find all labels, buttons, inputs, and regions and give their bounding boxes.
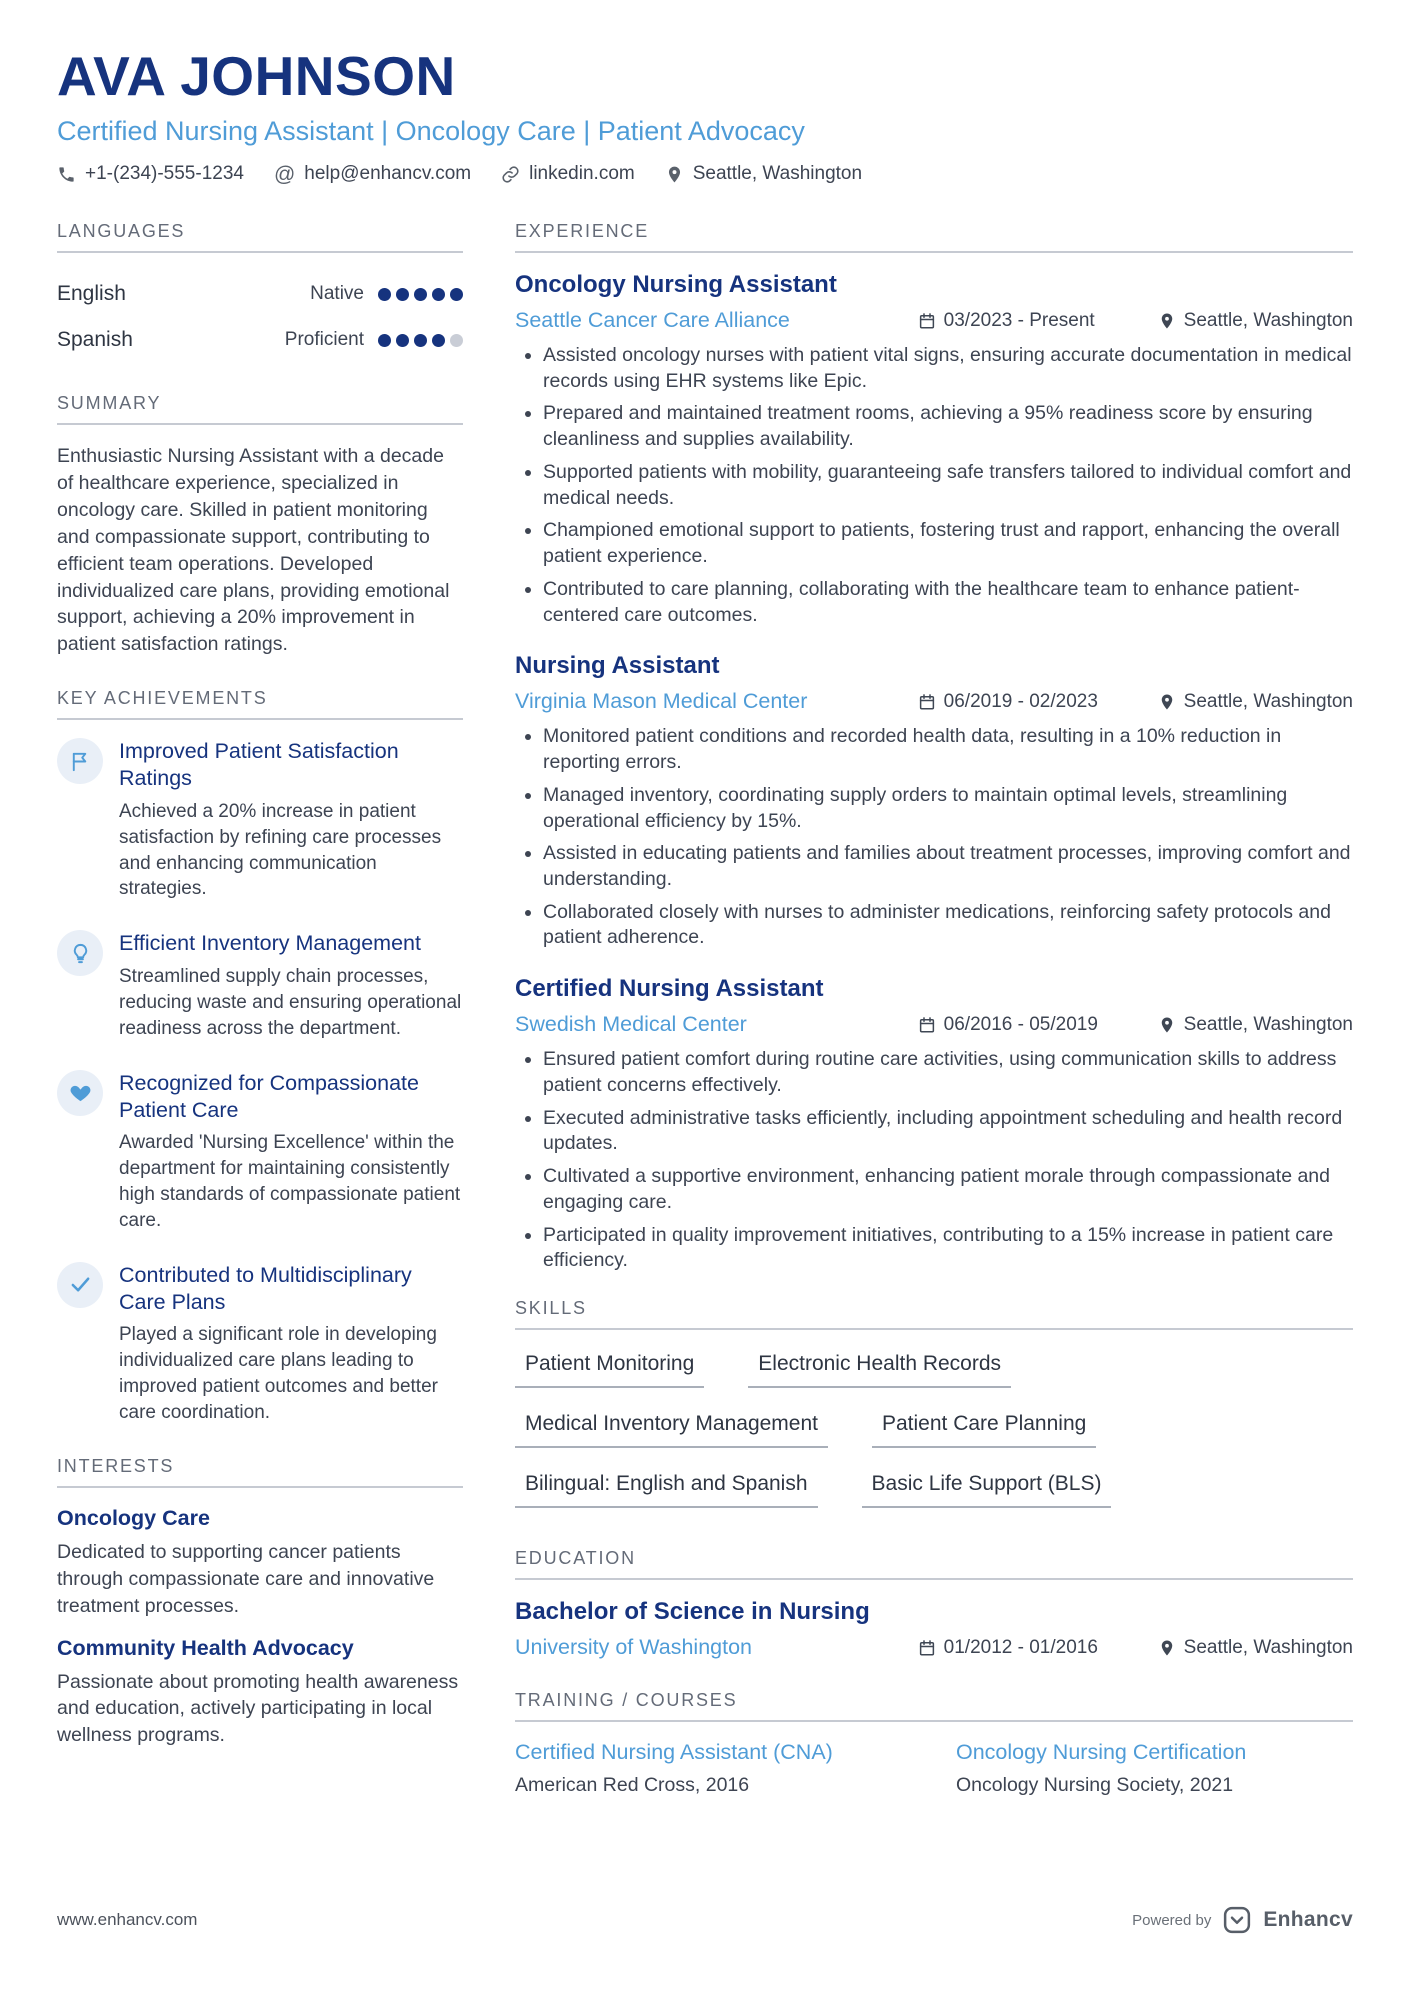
name: AVA JOHNSON — [57, 45, 456, 107]
language-name: Spanish — [57, 328, 133, 351]
languages-heading: LANGUAGES — [57, 221, 463, 253]
achievement-item — [57, 930, 463, 1041]
summary-heading: SUMMARY — [57, 393, 463, 425]
email-address[interactable]: help@enhancv.com — [304, 163, 472, 184]
location-icon — [1158, 312, 1176, 330]
location-icon — [1158, 693, 1176, 711]
interest-text: Dedicated to supporting cancer patients through compassionate care and innovative treatment processes. — [57, 1540, 435, 1617]
contact-row — [57, 163, 1353, 185]
school-name: University of Washington — [515, 1635, 752, 1660]
school-location: Seattle, Washington — [1158, 1637, 1353, 1659]
skill-tag: Electronic Health Records — [748, 1352, 1011, 1388]
skill-tag: Medical Inventory Management — [515, 1412, 828, 1448]
experience-entry — [515, 652, 1353, 951]
date-range: 01/2012 - 01/2016 — [918, 1637, 1158, 1659]
date-range: 06/2019 - 02/2023 — [918, 691, 1158, 713]
job-location: Seattle, Washington — [1158, 691, 1353, 713]
achievement-text: Played a significant role in developing individualized care plans leading to improved patient outcomes and better care coordination. — [119, 1324, 438, 1423]
columns — [57, 221, 1353, 1827]
course-item — [515, 1740, 912, 1797]
location-icon — [665, 165, 684, 184]
achievement-text: Awarded 'Nursing Excellence' within the department for maintaining consistently high standards of compassionate patient care. — [119, 1132, 461, 1231]
company-name: Seattle Cancer Care Alliance — [515, 308, 790, 332]
interests-section — [57, 1456, 463, 1749]
summary-section — [57, 393, 463, 658]
achievement-title: Contributed to Multidisciplinary Care Plans — [119, 1262, 412, 1314]
language-level: Native — [310, 283, 364, 304]
link-icon — [501, 165, 520, 184]
at-icon: @ — [273, 162, 296, 186]
date-range: 06/2016 - 05/2019 — [918, 1014, 1158, 1036]
job-title: Certified Nursing Assistant — [515, 975, 824, 1003]
calendar-icon — [918, 1639, 936, 1657]
left-column — [57, 221, 463, 1827]
skill-tag: Patient Care Planning — [872, 1412, 1096, 1448]
enhancv-brand-text[interactable]: Enhancv — [1263, 1908, 1353, 1931]
language-row — [57, 271, 463, 317]
job-title: Oncology Nursing Assistant — [515, 271, 837, 298]
achievements-heading: KEY ACHIEVEMENTS — [57, 688, 463, 720]
link-text[interactable]: linkedin.com — [529, 163, 635, 184]
skills-section — [515, 1298, 1353, 1508]
job-bullets — [515, 343, 1353, 628]
email[interactable] — [274, 163, 471, 185]
bullet: • Prepared and maintained treatment rooms, achieving a 95% readiness score by ensuring cleanliness and supplies availability. — [543, 401, 1353, 452]
job-title: Nursing Assistant — [515, 652, 720, 680]
job-location: Seattle, Washington — [1158, 1014, 1353, 1036]
education-section — [515, 1548, 1353, 1660]
footer — [57, 1905, 1353, 1935]
bullet: • Championed emotional support to patients, fostering trust and rapport, enhancing the overall patient experience. — [543, 518, 1353, 569]
date-range: 03/2023 - Present — [918, 310, 1158, 332]
footer-site-link[interactable]: www.enhancv.com — [57, 1910, 198, 1929]
language-dots — [378, 334, 463, 347]
location-icon — [1158, 1016, 1176, 1034]
bullet: • Cultivated a supportive environment, enhancing patient morale through compassionate and engaging care. — [543, 1164, 1353, 1215]
job-bullets — [515, 1047, 1353, 1274]
interest-title: Community Health Advocacy — [57, 1635, 354, 1660]
bullet: • Ensured patient comfort during routine care activities, using communication skills to address patient concerns effectively. — [543, 1047, 1353, 1098]
phone-icon — [57, 165, 76, 184]
language-dots — [378, 288, 463, 301]
training-heading: TRAINING / COURSES — [515, 1690, 1353, 1722]
experience-entry — [515, 271, 1353, 628]
achievement-title: Efficient Inventory Management — [119, 931, 421, 956]
experience-heading: EXPERIENCE — [515, 221, 1353, 253]
skill-tag: Bilingual: English and Spanish — [515, 1472, 818, 1508]
achievement-item — [57, 1262, 463, 1426]
training-section — [515, 1690, 1353, 1797]
skill-tag: Patient Monitoring — [515, 1352, 704, 1388]
header — [57, 44, 1353, 185]
interest-title: Oncology Care — [57, 1505, 210, 1530]
experience-section — [515, 221, 1353, 1274]
achievements-section — [57, 688, 463, 1426]
interests-heading: INTERESTS — [57, 1456, 463, 1488]
course-org: Oncology Nursing Society, 2021 — [956, 1774, 1234, 1797]
phone — [57, 163, 244, 185]
achievement-item — [57, 738, 463, 902]
bullet: • Assisted in educating patients and families about treatment processes, improving comfort and understanding. — [543, 841, 1353, 892]
bullet: • Participated in quality improvement initiatives, contributing to a 15% increase in patient care efficiency. — [543, 1223, 1353, 1274]
degree-title: Bachelor of Science in Nursing — [515, 1598, 870, 1626]
location — [665, 163, 862, 185]
powered-by-label: Powered by — [1132, 1911, 1212, 1929]
calendar-icon — [918, 1016, 936, 1034]
location-text: Seattle, Washington — [692, 163, 863, 184]
achievement-text: Streamlined supply chain processes, reducing waste and ensuring operational readiness across the department. — [119, 966, 462, 1039]
achievement-title: Recognized for Compassionate Patient Care — [119, 1070, 419, 1122]
phone-number: +1-(234)-555-1234 — [85, 163, 244, 184]
bullet: • Supported patients with mobility, guaranteeing safe transfers tailored to individual comfort and medical needs. — [543, 460, 1353, 511]
company-name: Virginia Mason Medical Center — [515, 689, 808, 714]
bullet: • Assisted oncology nurses with patient vital signs, ensuring accurate documentation in medical records using EHR systems like Epic. — [543, 343, 1353, 394]
achievement-item — [57, 1070, 463, 1234]
course-org: American Red Cross, 2016 — [515, 1774, 750, 1797]
course-title: Certified Nursing Assistant (CNA) — [515, 1740, 833, 1765]
flag-icon — [57, 738, 103, 784]
course-title: Oncology Nursing Certification — [956, 1740, 1247, 1765]
skills-list — [515, 1348, 1353, 1508]
enhancv-logo-icon[interactable] — [1222, 1905, 1252, 1935]
lightbulb-icon — [57, 930, 103, 976]
bullet: • Executed administrative tasks efficiently, including appointment scheduling and health record updates. — [543, 1106, 1353, 1157]
calendar-icon — [918, 312, 936, 330]
job-bullets — [515, 724, 1353, 951]
skill-tag: Basic Life Support (BLS) — [862, 1472, 1112, 1508]
achievement-title: Improved Patient Satisfaction Ratings — [119, 739, 399, 791]
bullet: • Contributed to care planning, collaborating with the healthcare team to enhance patient-centered care outcomes. — [543, 577, 1353, 628]
achievement-text: Achieved a 20% increase in patient satisfaction by refining care processes and enhancing communication strategies. — [119, 801, 442, 900]
language-name: English — [57, 282, 126, 305]
interest-text: Passionate about promoting health awareness and education, actively participating in local wellness programs. — [57, 1670, 459, 1747]
check-icon — [57, 1262, 103, 1308]
location-icon — [1158, 1639, 1176, 1657]
job-location: Seattle, Washington — [1158, 310, 1353, 332]
heart-icon — [57, 1070, 103, 1116]
headline: Certified Nursing Assistant | Oncology Care | Patient Advocacy — [57, 116, 805, 146]
right-column — [515, 221, 1353, 1827]
course-item — [956, 1740, 1353, 1797]
courses-grid — [515, 1740, 1353, 1797]
powered-by — [1132, 1905, 1353, 1935]
skills-heading: SKILLS — [515, 1298, 1353, 1330]
education-heading: EDUCATION — [515, 1548, 1353, 1580]
company-name: Swedish Medical Center — [515, 1012, 747, 1037]
language-level: Proficient — [284, 329, 364, 350]
bullet: • Managed inventory, coordinating supply orders to maintain optimal levels, streamlining operational efficiency by 15%. — [543, 783, 1353, 834]
bullet: • Monitored patient conditions and recorded health data, resulting in a 10% reduction in reporting errors. — [543, 724, 1353, 775]
experience-entry — [515, 975, 1353, 1274]
calendar-icon — [918, 693, 936, 711]
profile-link[interactable] — [501, 163, 635, 185]
language-row — [57, 317, 463, 363]
bullet: • Collaborated closely with nurses to administer medications, reinforcing safety protocols and patient adherence. — [543, 900, 1353, 951]
summary-text: Enthusiastic Nursing Assistant with a decade of healthcare experience, specialized in oncology care. Skilled in patient monitoring and compassionate support, contributing to efficient team operations. Developed individualized care plans, providing emotional support, achieving a 20% improvement in patient satisfaction ratings. — [57, 445, 450, 656]
languages-section — [57, 221, 463, 363]
